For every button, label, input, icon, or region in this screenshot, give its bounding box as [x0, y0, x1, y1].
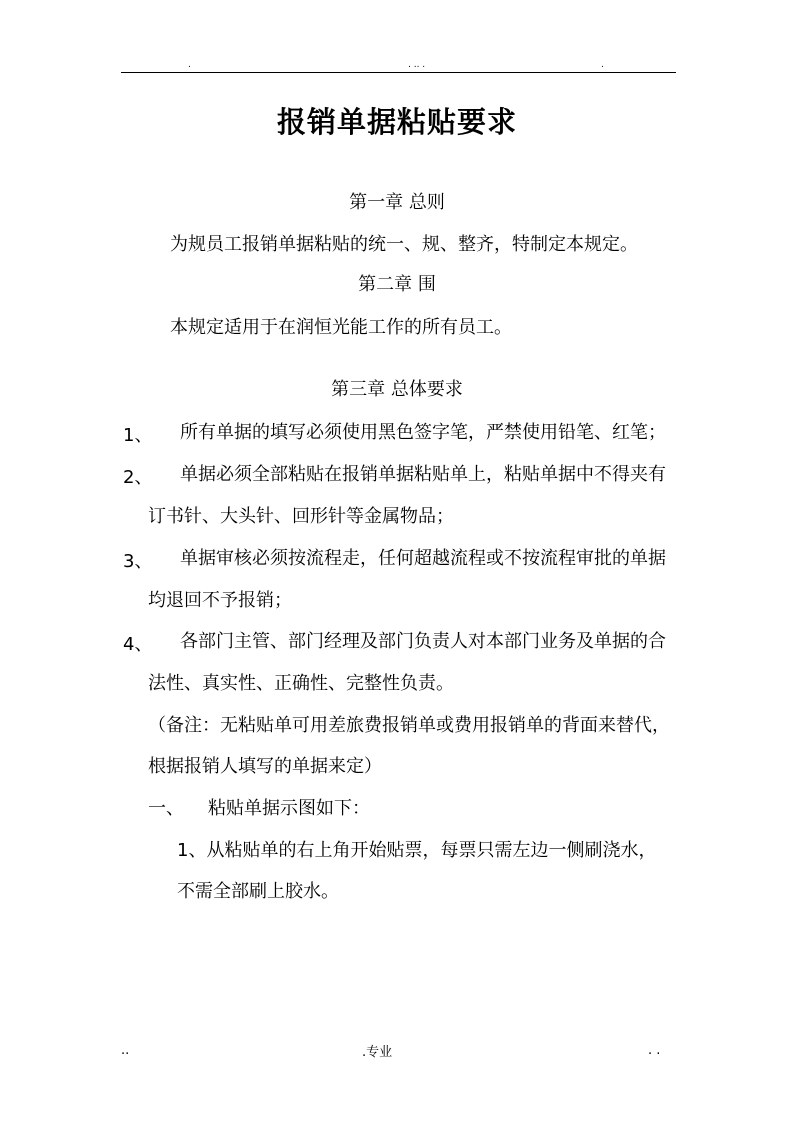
footer-left-dots: ..	[121, 1043, 130, 1058]
item-2-number: 2、	[123, 467, 153, 488]
item-3-line-1: 单据审核必须按流程走，任何超越流程或不按流程审批的单据	[180, 548, 666, 569]
footer-right-dots: . .	[648, 1043, 661, 1058]
item-2-line-1: 单据必须全部粘贴在报销单据粘贴单上，粘贴单据中不得夹有	[180, 464, 666, 485]
note-line-2: 根据报销人填写的单据来定）	[148, 756, 382, 777]
chapter-2-text: 本规定适用于在润恒光能工作的所有员工。	[170, 317, 512, 338]
note-line-1: （备注：无粘贴单可用差旅费报销单或费用报销单的背面来替代，	[148, 715, 670, 736]
chapter-1-heading: 第一章 总则	[349, 192, 445, 213]
section-1-sub-line-1: 1、从粘贴单的右上角开始贴票，每票只需左边一侧刷浇水，	[177, 840, 657, 861]
section-1-number: 一、	[148, 798, 184, 819]
chapter-2-heading: 第二章 围	[358, 274, 436, 295]
header-dot-center: . .. .	[408, 60, 426, 70]
section-1-title: 粘贴单据示图如下：	[208, 798, 370, 819]
footer-center-label: .专业	[362, 1045, 393, 1060]
chapter-1-text: 为规员工报销单据粘贴的统一、规、整齐，特制定本规定。	[170, 234, 638, 255]
header-dot-right: .	[601, 60, 604, 70]
item-4-line-1: 各部门主管、部门经理及部门负责人对本部门业务及单据的合	[180, 631, 666, 652]
header-dot-left: .	[188, 60, 191, 70]
item-1-line-1: 所有单据的填写必须使用黑色签字笔，严禁使用铅笔、红笔；	[180, 422, 666, 443]
item-1-number: 1、	[123, 425, 153, 446]
item-3-number: 3、	[123, 551, 153, 572]
document-title: 报销单据粘贴要求	[276, 105, 517, 139]
section-1-sub-line-2: 不需全部刷上胶水。	[177, 881, 339, 902]
header-rule	[121, 72, 676, 73]
item-2-line-2: 订书针、大头针、回形针等金属物品；	[148, 506, 454, 527]
item-3-line-2: 均退回不予报销；	[148, 590, 292, 611]
item-4-number: 4、	[123, 634, 153, 655]
chapter-3-heading: 第三章 总体要求	[331, 379, 463, 400]
item-4-line-2: 法性、真实性、正确性、完整性负责。	[148, 673, 454, 694]
